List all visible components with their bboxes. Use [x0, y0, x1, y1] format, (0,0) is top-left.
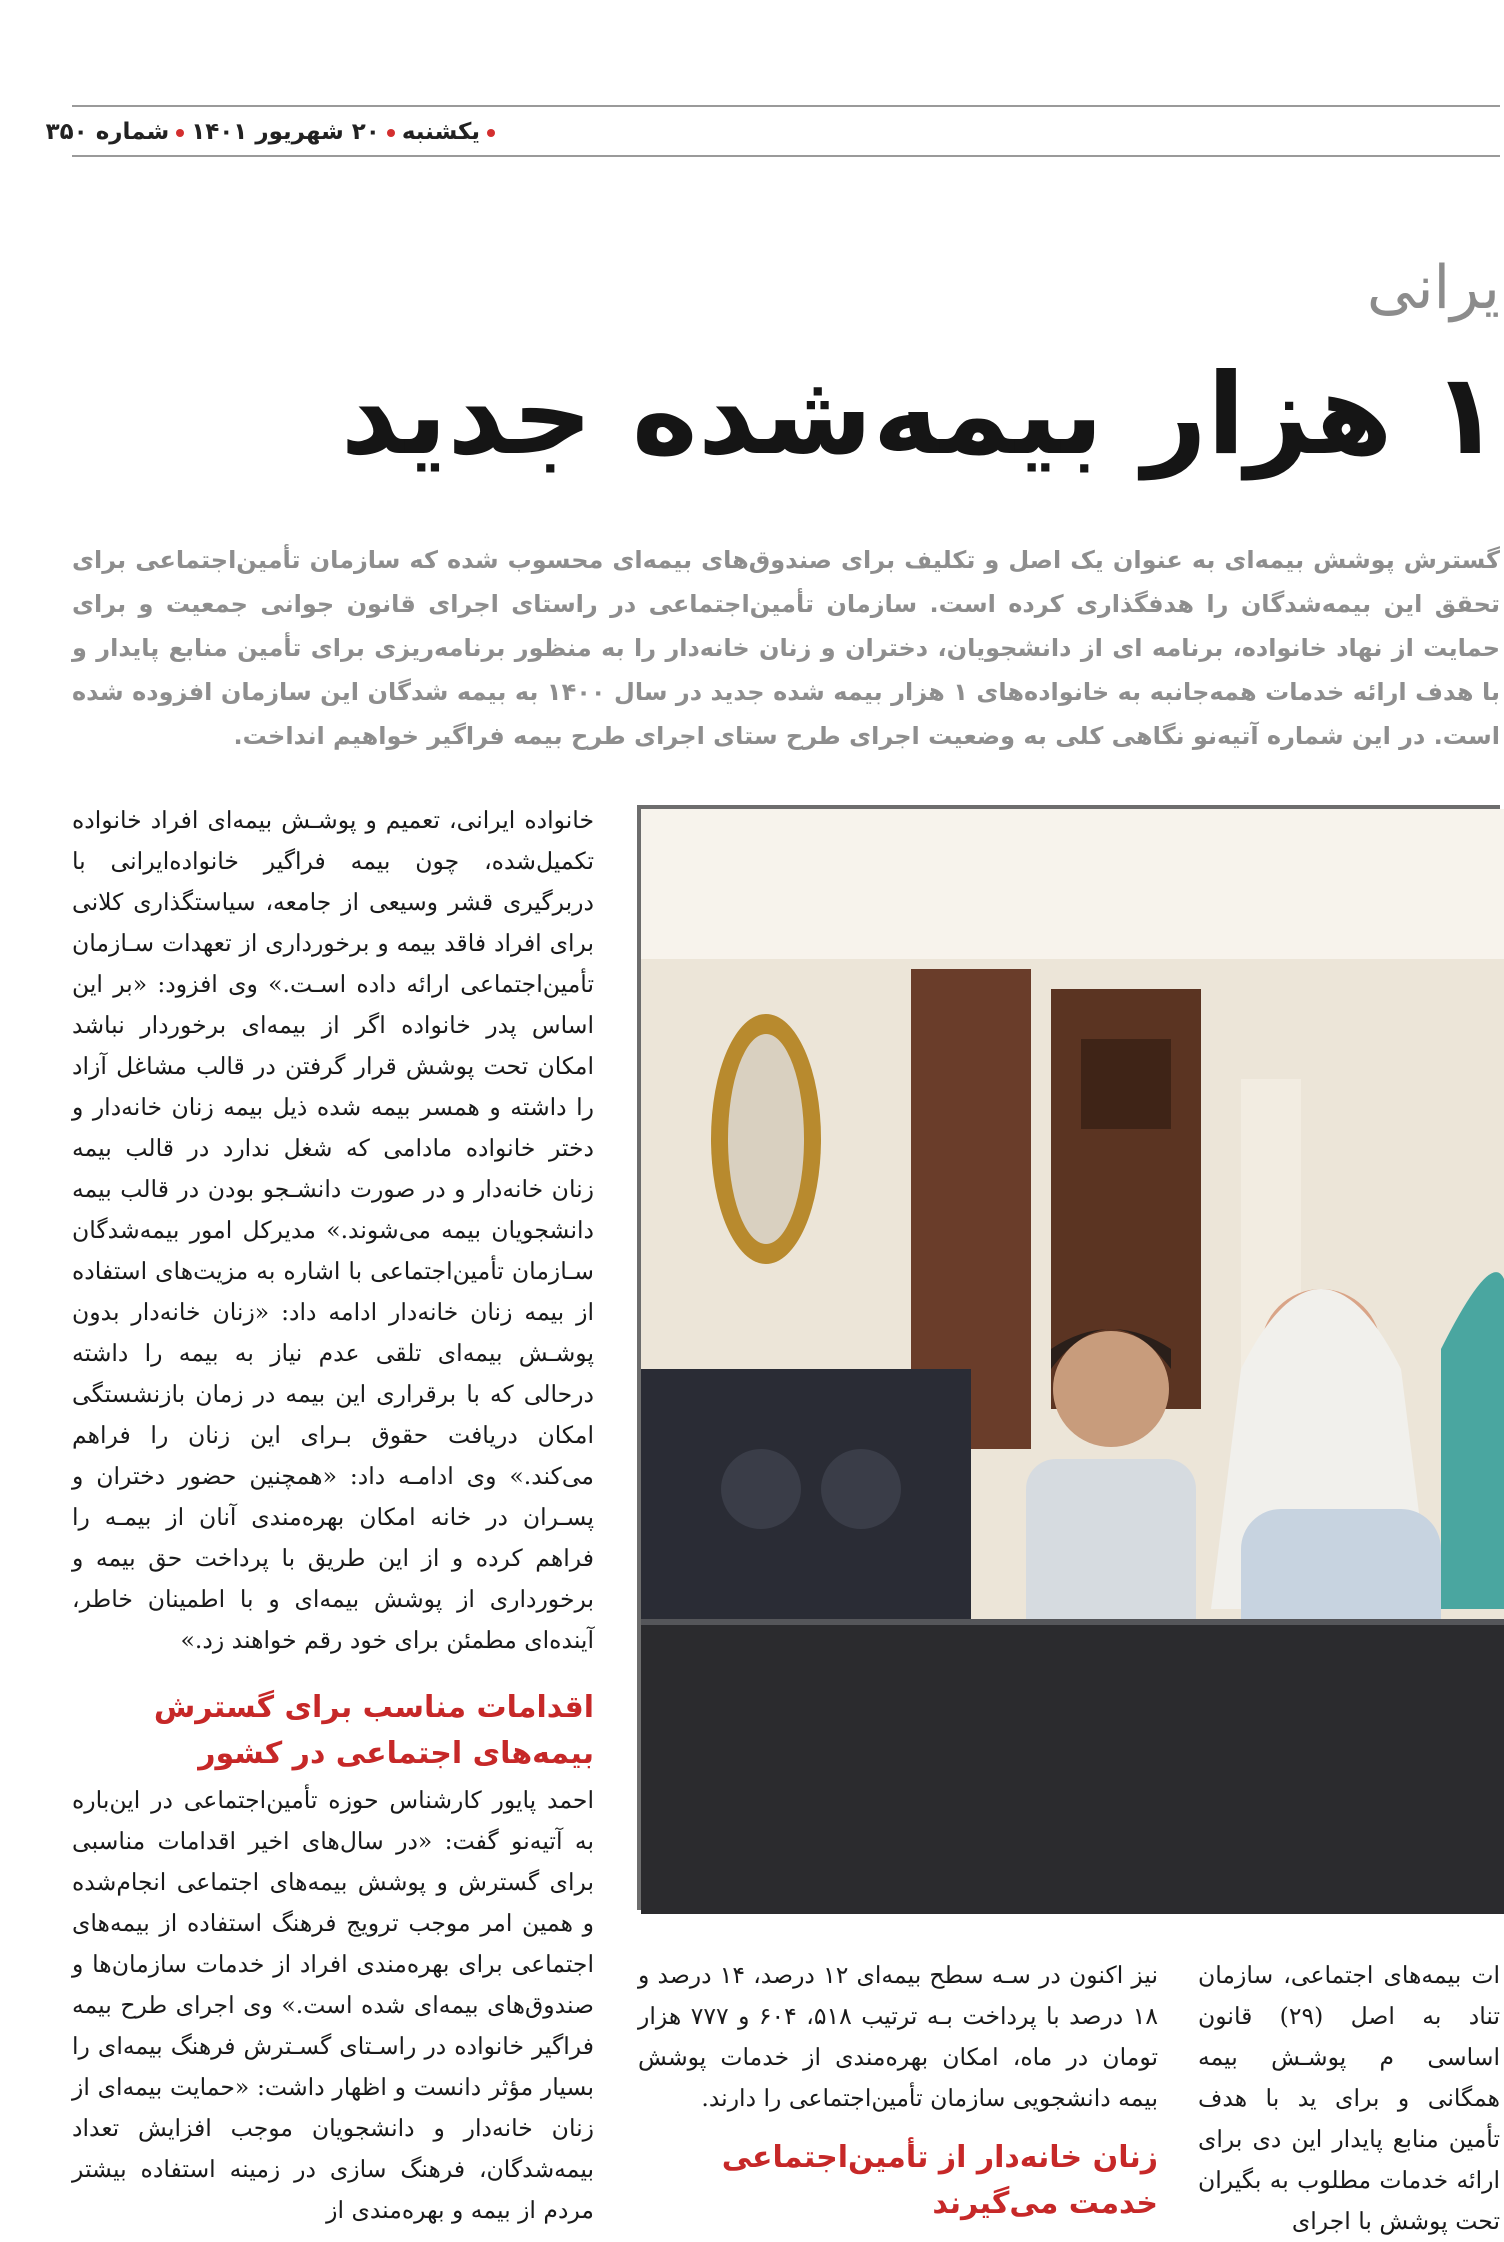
body-column-left-top: خانواده ایرانی، تعمیم و پوشـش بیمه‌ای افراد خانواده تکمیل‌شده، چون بیمه فراگیر خانواده‌ایرانی با دربرگیری قشر وسیعی از جامعه، سیاستگذاری کلانی برای افراد فاقد بیمه و برخورداری از تعهدات سـازمان تأمین‌اجتماعی ارائه داده اسـت.» وی افزود: «بر این اساس پدر خانواده اگر از بیمه‌ای برخوردار نباشد امکان تحت پوشش قرار گرفتن در قالب مشاغل آزاد را داشته و همسر بیمه شده ذیل بیمه زنان خانه‌دار و دختر خانواده مادامی که شغل ندارد در قالب بیمه زنان خانه‌دار و در صورت دانشـجو بودن در قالب بیمه دانشجویان بیمه می‌شوند.» مدیرکل امور بیمه‌شدگان سـازمان تأمین‌اجتماعی با اشاره به مزیت‌های استفاده از بیمه زنان خانه‌دار ادامه داد: «زنان خانه‌دار بدون پوشـش بیمه‌ای تلقی عدم نیاز به بیمه را داشته‌ درحالی که با برقراری این بیمه در زمان بازنشستگی امکان دریافت حقوق بـرای این زنان را فراهم می‌کند.» وی ادامـه داد: «همچنین حضور دختران و پسـران در خانه امکان بهره‌مندی آنان از بیمـه را فراهم کرده و از این طریق با پرداخت حق بیمه و برخورداری از پوشش بیمه‌ای و با اطمینان خاطر، آینده‌ای مطمئن برای خود رقم خواهند زد.»: [72, 806, 594, 1654]
subheading-middle: زنان خانه‌دار از تأمین‌اجتماعی خدمت می‌گیرند: [721, 2140, 1158, 2221]
bullet-dot: [176, 129, 184, 137]
article-lead: گسترش پوشش بیمه‌ای به عنوان یک اصل و تکلیف برای صندوق‌های بیمه‌ای محسوب شده که سازمان تأمین‌اجتماعی برای تحقق این بیمه‌شدگان را هدفگذاری کرده است. سازمان تأمین‌اجتماعی در راستای اجرای قانون جوانی جمعیت و برای حمایت از نهاد خانواده، برنامه ‌ای از دانشجویان، دختران و زنان خانه‌دار را به منظور برنامه‌ریزی برای تأمین منابع پایدار و با هدف ارائه خدمات همه‌جانبه به خانواده‌های ۱ هزار بیمه شده جدید در سال ۱۴۰۰ به بیمه شدگان این سازمان افزوده شده است. در این شماره آتیه‌نو نگاهی کلی به وضعیت اجرای طرح ستای اجرای طرح بیمه فراگیر خواهیم انداخت.: [72, 546, 1501, 750]
issue-day: یکشنبه: [401, 119, 480, 145]
article-kicker: یرانی: [1366, 253, 1500, 323]
subheading-left: اقدامات مناسب برای گسترش بیمه‌های اجتماعی در کشور: [153, 1690, 594, 1771]
issue-number: شماره ۳۵۰: [45, 119, 170, 145]
article-headline: ۱ هزار بیمه‌شده جدید: [340, 350, 1500, 480]
header-rule-bottom: [72, 155, 1500, 157]
issue-date: ۲۰ شهریور ۱۴۰۱: [191, 119, 380, 145]
family-photo: [637, 805, 1500, 1910]
body-column-right-bottom: ات بیمه‌های اجتماعی، سازمان تناد به اصل (۲۹) قانون اساسی م پوشـش بیمه همگانی و برای ید با هدف تأمین منابع پایدار این دی برای ارائه خدمات مطلوب به بگیران تحت پوشش با اجرای: [1198, 1961, 1500, 2235]
family-photo-illustration: [641, 809, 1504, 1914]
issue-bar: [45, 112, 502, 152]
body-column-left-bottom: احمد پایور کارشناس حوزه تأمین‌اجتماعی در این‌باره به آتیه‌نو گفت: «در سال‌های اخیر اقدامات مناسبی برای گسترش و پوشش بیمه‌های اجتماعی انجام‌شده و همین امر موجب ترویج فرهنگ استفاده از بیمه‌های اجتماعی برای بهره‌مندی افراد از خدمات سازمان‌ها و صندوق‌های بیمه‌ای شده است.» وی اجرای طرح بیمه فراگیر خانواده در راسـتای گسـترش فرهنگ بیمه‌ای را بسیار مؤثر دانست و اظهار داشت: «حمایت بیمه‌ای از زنان خانه‌دار و دانشجویان موجب افزایش تعداد بیمه‌شدگان، فرهنگ سازی در زمینه استفاده بیشتر مردم از بیمه و بهره‌مندی از: [72, 1786, 594, 2224]
bullet-dot: [487, 129, 495, 137]
bullet-dot: [387, 129, 395, 137]
body-column-middle-bottom: نیز اکنون در سـه سطح بیمه‌ای ۱۲ درصد، ۱۴ درصد و ۱۸ درصد با پرداخت بـه ترتیب ۵۱۸، ۶۰۴ و ۷۷۷ هزار تومان در ماه، امکان بهره‌مندی از خدمات پوشش بیمه دانشجویی سازمان تأمین‌اجتماعی را دارند.: [638, 1961, 1158, 2112]
header-rule-top: [72, 105, 1500, 107]
